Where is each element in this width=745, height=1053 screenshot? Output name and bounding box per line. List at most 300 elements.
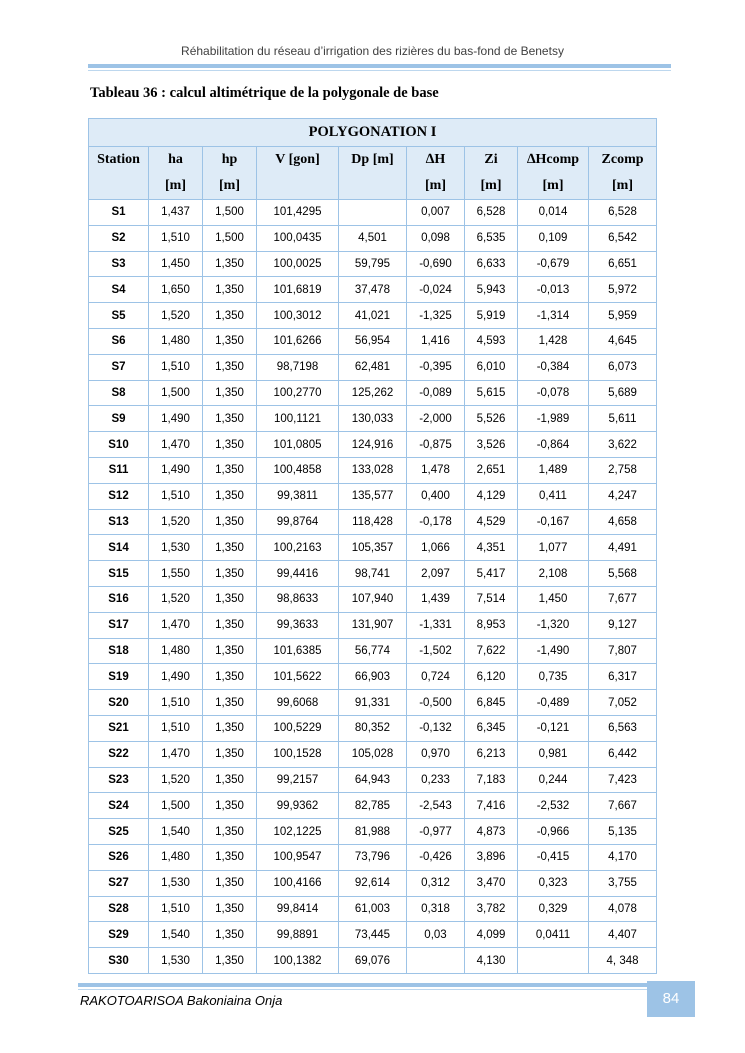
station-cell: S4 <box>89 277 149 303</box>
column-header-name: Zcomp <box>601 152 644 167</box>
table-cell: 101,0805 <box>257 432 339 458</box>
station-cell: S9 <box>89 406 149 432</box>
table-cell: 100,3012 <box>257 303 339 329</box>
table-cell: 99,4416 <box>257 561 339 587</box>
table-cell <box>518 948 589 974</box>
table-cell: 1,350 <box>203 896 257 922</box>
table-cell: 7,423 <box>589 767 657 793</box>
table-cell: 7,677 <box>589 586 657 612</box>
table-cell: -2,543 <box>407 793 465 819</box>
table-cell: 2,097 <box>407 561 465 587</box>
column-header-row <box>89 147 657 200</box>
table-cell: 1,437 <box>149 200 203 226</box>
table-cell: 0,318 <box>407 896 465 922</box>
table-cell: 1,350 <box>203 483 257 509</box>
table-row <box>89 586 657 612</box>
table-cell: 7,667 <box>589 793 657 819</box>
table-cell: 124,916 <box>339 432 407 458</box>
table-cell: 100,1121 <box>257 406 339 432</box>
table-cell: 4,351 <box>465 535 518 561</box>
table-cell: 98,7198 <box>257 354 339 380</box>
table-cell: 4,078 <box>589 896 657 922</box>
table-cell: 100,0025 <box>257 251 339 277</box>
table-cell: 98,741 <box>339 561 407 587</box>
table-row <box>89 432 657 458</box>
table-cell: 100,0435 <box>257 225 339 251</box>
table-cell: 1,510 <box>149 483 203 509</box>
station-cell: S22 <box>89 741 149 767</box>
table-cell: 5,611 <box>589 406 657 432</box>
table-cell: 1,540 <box>149 819 203 845</box>
footer-author: RAKOTOARISOA Bakoniaina Onja <box>80 993 283 1008</box>
table-row <box>89 303 657 329</box>
column-header <box>589 147 657 200</box>
table-cell: 1,350 <box>203 664 257 690</box>
table-cell: 1,500 <box>203 200 257 226</box>
table-cell: 101,6266 <box>257 328 339 354</box>
table-cell: 100,5229 <box>257 715 339 741</box>
table-cell: 5,943 <box>465 277 518 303</box>
table-row <box>89 922 657 948</box>
table-cell: 1,350 <box>203 406 257 432</box>
table-row <box>89 870 657 896</box>
table-cell: -1,314 <box>518 303 589 329</box>
table-row <box>89 277 657 303</box>
column-header <box>339 147 407 200</box>
station-cell: S21 <box>89 715 149 741</box>
table-cell: 0,03 <box>407 922 465 948</box>
table-cell: -1,331 <box>407 612 465 638</box>
column-header-unit: [m] <box>219 178 240 193</box>
table-row <box>89 380 657 406</box>
table-cell: 3,526 <box>465 432 518 458</box>
table-cell: 4,529 <box>465 509 518 535</box>
column-header-name: ∆Hcomp <box>526 152 580 167</box>
table-cell: -0,500 <box>407 690 465 716</box>
column-header-unit: [m] <box>165 178 186 193</box>
table-row <box>89 354 657 380</box>
table-cell: -0,013 <box>518 277 589 303</box>
table-cell: 5,417 <box>465 561 518 587</box>
table-cell: 7,416 <box>465 793 518 819</box>
table-cell: 1,350 <box>203 303 257 329</box>
table-cell: 4,247 <box>589 483 657 509</box>
column-header-unit: [m] <box>480 178 502 193</box>
table-cell: 56,954 <box>339 328 407 354</box>
station-cell: S17 <box>89 612 149 638</box>
table-cell: 1,550 <box>149 561 203 587</box>
table-cell: 1,480 <box>149 328 203 354</box>
column-header <box>89 147 149 200</box>
table-cell: 0,323 <box>518 870 589 896</box>
table-cell: -1,320 <box>518 612 589 638</box>
table-cell: 1,350 <box>203 432 257 458</box>
station-cell: S15 <box>89 561 149 587</box>
table-cell: 0,233 <box>407 767 465 793</box>
table-cell: 5,972 <box>589 277 657 303</box>
table-cell: 135,577 <box>339 483 407 509</box>
table-cell: 6,010 <box>465 354 518 380</box>
table-cell: 125,262 <box>339 380 407 406</box>
table-cell: -0,132 <box>407 715 465 741</box>
table-cell: 2,758 <box>589 457 657 483</box>
table-cell: 62,481 <box>339 354 407 380</box>
table-row <box>89 483 657 509</box>
table-cell: 1,350 <box>203 741 257 767</box>
table-cell: 1,470 <box>149 741 203 767</box>
column-header-unit <box>89 173 148 199</box>
station-cell: S1 <box>89 200 149 226</box>
table-cell: 61,003 <box>339 896 407 922</box>
table-cell: 1,350 <box>203 870 257 896</box>
table-cell: 66,903 <box>339 664 407 690</box>
table-title: POLYGONATION I <box>89 119 657 147</box>
table-cell: 1,350 <box>203 277 257 303</box>
table-row <box>89 948 657 974</box>
table-cell: 1,066 <box>407 535 465 561</box>
station-cell: S3 <box>89 251 149 277</box>
station-cell: S30 <box>89 948 149 974</box>
table-cell: 4,658 <box>589 509 657 535</box>
table-cell: 7,183 <box>465 767 518 793</box>
table-cell: 1,510 <box>149 354 203 380</box>
table-row <box>89 896 657 922</box>
table-cell: 1,350 <box>203 457 257 483</box>
table-cell: 98,8633 <box>257 586 339 612</box>
station-cell: S24 <box>89 793 149 819</box>
table-cell: 9,127 <box>589 612 657 638</box>
table-cell: 1,520 <box>149 509 203 535</box>
table-cell: 1,350 <box>203 793 257 819</box>
table-row <box>89 200 657 226</box>
table-cell: -1,502 <box>407 638 465 664</box>
table-cell <box>407 948 465 974</box>
table-cell: 59,795 <box>339 251 407 277</box>
table-cell: 5,568 <box>589 561 657 587</box>
table-cell: 101,6819 <box>257 277 339 303</box>
table-cell: 1,450 <box>149 251 203 277</box>
column-header <box>203 147 257 200</box>
table-cell: -0,415 <box>518 844 589 870</box>
table-cell: 1,450 <box>518 586 589 612</box>
station-cell: S18 <box>89 638 149 664</box>
table-cell: -1,989 <box>518 406 589 432</box>
table-cell: 1,500 <box>149 793 203 819</box>
table-cell: 0,007 <box>407 200 465 226</box>
table-cell: 1,350 <box>203 715 257 741</box>
table-cell: 1,350 <box>203 586 257 612</box>
column-header-name: hp <box>221 152 238 167</box>
table-cell: 4,099 <box>465 922 518 948</box>
station-cell: S14 <box>89 535 149 561</box>
table-row <box>89 664 657 690</box>
table-cell: 1,540 <box>149 922 203 948</box>
table-cell: -0,679 <box>518 251 589 277</box>
table-cell: -0,121 <box>518 715 589 741</box>
table-cell: 0,329 <box>518 896 589 922</box>
column-header-name: Dp [m] <box>351 152 394 167</box>
table-cell: 73,796 <box>339 844 407 870</box>
column-header <box>257 147 339 200</box>
table-cell: -0,690 <box>407 251 465 277</box>
column-header-name: ∆H <box>425 152 446 167</box>
table-cell: 4,873 <box>465 819 518 845</box>
column-header-unit <box>257 173 338 199</box>
table-cell: 1,480 <box>149 638 203 664</box>
table-cell: 4,129 <box>465 483 518 509</box>
table-cell: 99,9362 <box>257 793 339 819</box>
table-row <box>89 251 657 277</box>
table-cell: 6,651 <box>589 251 657 277</box>
table-cell: 1,490 <box>149 406 203 432</box>
table-cell: 6,345 <box>465 715 518 741</box>
column-header-name: ha <box>168 152 183 167</box>
table-row <box>89 793 657 819</box>
table-cell: 100,2770 <box>257 380 339 406</box>
column-header-unit <box>339 173 406 199</box>
table-cell: 4,501 <box>339 225 407 251</box>
table-cell: -0,178 <box>407 509 465 535</box>
table-row <box>89 690 657 716</box>
table-cell: 0,724 <box>407 664 465 690</box>
table-row <box>89 225 657 251</box>
table-cell: 1,510 <box>149 690 203 716</box>
table-cell: 91,331 <box>339 690 407 716</box>
column-header-unit: [m] <box>542 178 564 193</box>
table-cell: 107,940 <box>339 586 407 612</box>
page-number: 84 <box>647 981 695 1017</box>
table-cell: 1,490 <box>149 457 203 483</box>
table-cell: 0,970 <box>407 741 465 767</box>
table-cell: 1,350 <box>203 251 257 277</box>
table-row <box>89 406 657 432</box>
table-cell: 7,514 <box>465 586 518 612</box>
table-cell: 99,8764 <box>257 509 339 535</box>
table-cell: 1,350 <box>203 844 257 870</box>
column-header <box>518 147 589 200</box>
table-cell: 99,8414 <box>257 896 339 922</box>
header-rule <box>88 64 671 68</box>
table-cell: 1,650 <box>149 277 203 303</box>
table-row <box>89 844 657 870</box>
table-cell: 6,845 <box>465 690 518 716</box>
table-cell: 1,350 <box>203 509 257 535</box>
table-cell: -0,395 <box>407 354 465 380</box>
table-cell: 0,014 <box>518 200 589 226</box>
table-cell: 133,028 <box>339 457 407 483</box>
table-cell: 99,6068 <box>257 690 339 716</box>
table-cell: 6,563 <box>589 715 657 741</box>
table-cell: 1,500 <box>149 380 203 406</box>
table-cell: 1,520 <box>149 586 203 612</box>
table-cell: 7,622 <box>465 638 518 664</box>
table-cell: 0,735 <box>518 664 589 690</box>
table-cell: 1,350 <box>203 612 257 638</box>
table-cell: 105,028 <box>339 741 407 767</box>
running-header: Réhabilitation du réseau d’irrigation des rizières du bas-fond de Benetsy <box>181 44 564 58</box>
station-cell: S7 <box>89 354 149 380</box>
table-cell: -0,875 <box>407 432 465 458</box>
table-cell: 0,411 <box>518 483 589 509</box>
header-rule-thin <box>88 70 671 71</box>
table-cell: 101,4295 <box>257 200 339 226</box>
station-cell: S16 <box>89 586 149 612</box>
table-cell: 1,510 <box>149 225 203 251</box>
table-cell: 3,896 <box>465 844 518 870</box>
station-cell: S11 <box>89 457 149 483</box>
table-cell: 7,052 <box>589 690 657 716</box>
table-cell: 5,615 <box>465 380 518 406</box>
table-cell: 3,622 <box>589 432 657 458</box>
table-cell: 1,470 <box>149 432 203 458</box>
table-cell: 69,076 <box>339 948 407 974</box>
table-cell: 6,542 <box>589 225 657 251</box>
table-cell: 5,919 <box>465 303 518 329</box>
table-cell: 80,352 <box>339 715 407 741</box>
table-cell: 6,633 <box>465 251 518 277</box>
table-cell: -1,490 <box>518 638 589 664</box>
table-row <box>89 535 657 561</box>
station-cell: S26 <box>89 844 149 870</box>
table-cell: -0,864 <box>518 432 589 458</box>
table-cell: 1,490 <box>149 664 203 690</box>
table-cell: 73,445 <box>339 922 407 948</box>
table-row <box>89 767 657 793</box>
table-cell: -0,089 <box>407 380 465 406</box>
table-row <box>89 328 657 354</box>
table-cell: 1,520 <box>149 767 203 793</box>
table-cell: 92,614 <box>339 870 407 896</box>
table-cell: 4, 348 <box>589 948 657 974</box>
table-cell: 6,442 <box>589 741 657 767</box>
table-cell: 102,1225 <box>257 819 339 845</box>
table-cell: 5,135 <box>589 819 657 845</box>
column-header-unit: [m] <box>612 178 634 193</box>
table-cell: 1,489 <box>518 457 589 483</box>
table-row <box>89 741 657 767</box>
table-cell: 6,535 <box>465 225 518 251</box>
table-cell: 1,500 <box>203 225 257 251</box>
table-cell: 131,907 <box>339 612 407 638</box>
table-cell: 99,2157 <box>257 767 339 793</box>
table-cell: -0,426 <box>407 844 465 870</box>
station-cell: S19 <box>89 664 149 690</box>
table-cell: 1,350 <box>203 767 257 793</box>
table-cell: 6,120 <box>465 664 518 690</box>
table-cell: 6,528 <box>465 200 518 226</box>
station-cell: S2 <box>89 225 149 251</box>
table-row <box>89 612 657 638</box>
table-cell: 0,981 <box>518 741 589 767</box>
table-cell: 1,530 <box>149 535 203 561</box>
table-cell: 100,4858 <box>257 457 339 483</box>
polygonation-table <box>88 118 657 974</box>
table-row <box>89 561 657 587</box>
table-cell: 6,213 <box>465 741 518 767</box>
station-cell: S8 <box>89 380 149 406</box>
table-cell: 6,317 <box>589 664 657 690</box>
station-cell: S6 <box>89 328 149 354</box>
table-cell: 81,988 <box>339 819 407 845</box>
table-row <box>89 638 657 664</box>
table-cell: 1,350 <box>203 922 257 948</box>
table-cell: 7,807 <box>589 638 657 664</box>
station-cell: S12 <box>89 483 149 509</box>
table-row <box>89 715 657 741</box>
table-body <box>89 200 657 974</box>
station-cell: S23 <box>89 767 149 793</box>
table-cell: -0,977 <box>407 819 465 845</box>
table-row <box>89 509 657 535</box>
table-row <box>89 457 657 483</box>
table-cell: 1,470 <box>149 612 203 638</box>
table-cell: 130,033 <box>339 406 407 432</box>
table-cell: -0,966 <box>518 819 589 845</box>
table-cell: 1,530 <box>149 948 203 974</box>
table-cell: 1,510 <box>149 715 203 741</box>
table-cell: 1,350 <box>203 638 257 664</box>
table-cell: 1,350 <box>203 561 257 587</box>
table-cell: 4,407 <box>589 922 657 948</box>
table-cell: 37,478 <box>339 277 407 303</box>
table-cell: -0,078 <box>518 380 589 406</box>
station-cell: S20 <box>89 690 149 716</box>
table-cell: 56,774 <box>339 638 407 664</box>
table-cell: 100,2163 <box>257 535 339 561</box>
footer-rule <box>78 983 648 987</box>
footer-rule-thin <box>78 989 648 990</box>
table-cell <box>339 200 407 226</box>
table-cell: -0,489 <box>518 690 589 716</box>
table-cell: 5,689 <box>589 380 657 406</box>
station-cell: S29 <box>89 922 149 948</box>
table-cell: 0,098 <box>407 225 465 251</box>
table-cell: 100,9547 <box>257 844 339 870</box>
table-cell: 1,350 <box>203 819 257 845</box>
table-cell: 101,5622 <box>257 664 339 690</box>
table-cell: 100,4166 <box>257 870 339 896</box>
column-header <box>465 147 518 200</box>
table-cell: 4,491 <box>589 535 657 561</box>
table-cell: 6,073 <box>589 354 657 380</box>
station-cell: S25 <box>89 819 149 845</box>
column-header-name: Station <box>97 152 140 167</box>
table-cell: 118,428 <box>339 509 407 535</box>
table-cell: 0,400 <box>407 483 465 509</box>
table-cell: 99,8891 <box>257 922 339 948</box>
table-cell: 5,959 <box>589 303 657 329</box>
table-cell: -0,384 <box>518 354 589 380</box>
column-header-unit: [m] <box>425 178 446 193</box>
table-cell: 101,6385 <box>257 638 339 664</box>
station-cell: S28 <box>89 896 149 922</box>
column-header <box>407 147 465 200</box>
table-cell: 2,651 <box>465 457 518 483</box>
table-cell: 4,130 <box>465 948 518 974</box>
table-cell: 8,953 <box>465 612 518 638</box>
table-cell: 0,244 <box>518 767 589 793</box>
table-cell: 3,755 <box>589 870 657 896</box>
station-cell: S13 <box>89 509 149 535</box>
table-cell: 0,312 <box>407 870 465 896</box>
table-cell: 1,480 <box>149 844 203 870</box>
table-cell: 5,526 <box>465 406 518 432</box>
table-cell: 82,785 <box>339 793 407 819</box>
table-cell: 3,470 <box>465 870 518 896</box>
table-cell: 1,350 <box>203 354 257 380</box>
table-cell: 0,0411 <box>518 922 589 948</box>
table-cell: 1,350 <box>203 690 257 716</box>
